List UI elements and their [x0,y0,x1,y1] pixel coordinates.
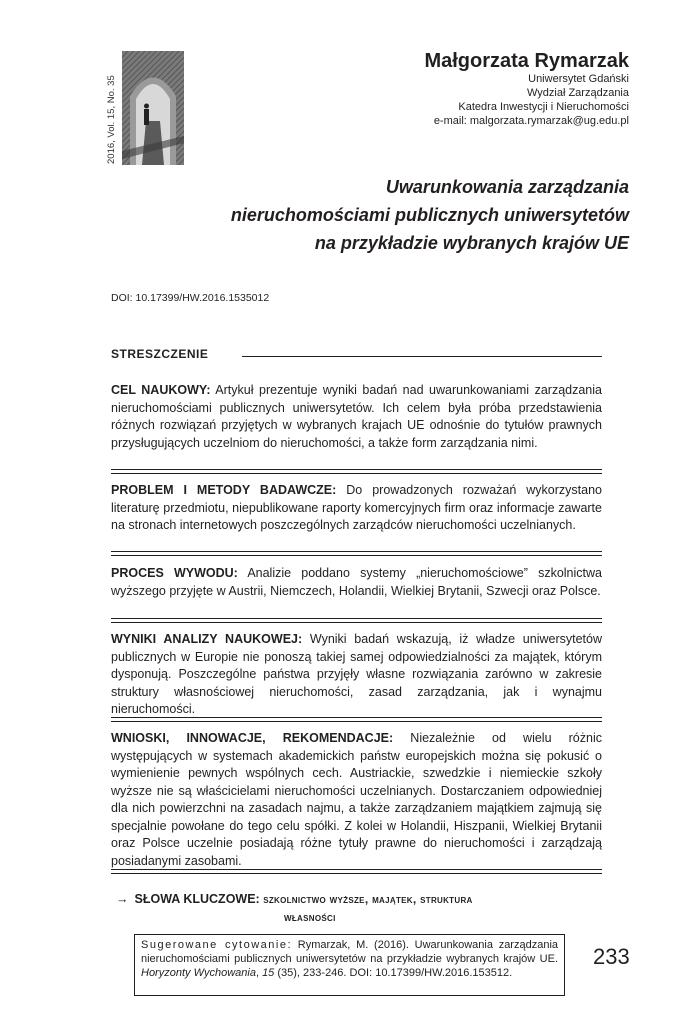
section-divider [111,469,602,474]
section-research-objective [111,382,602,452]
title-line: nieruchomościami publicznych uniwersytetów [230,205,629,225]
abstract-heading-row [111,345,602,361]
section-lead: PROCES WYWODU: [111,566,238,580]
section-conclusions [111,730,602,870]
author-block [209,50,629,128]
journal-cover-image [122,51,184,165]
section-lead: WYNIKI ANALIZY NAUKOWEJ: [111,632,303,646]
section-problem-methods [111,482,602,535]
page-number: 233 [593,944,630,969]
citation-label: Sugerowane cytowanie: [141,939,292,951]
section-divider [111,551,602,556]
suggested-citation: Sugerowane cytowanie: Rymarzak, M. (2016). Uwarunkowania zarządzania nieruchomościami publicznych uniwersytetów na przykładzie wybranych krajów UE. Horyzonty Wychowania, 15 (35), 233-246. DOI: 10.17399/HW.2016.153512. [134,934,565,996]
section-text: Analizie poddano systemy „nieruchomościowe” szkolnictwa wyższego przyjęte w Austrii, Niemczech, Holandii, Wielkiej Brytanii, Szwecji oraz Polsce. [111,566,602,598]
affiliation-department: Katedra Inwestycji i Nieruchomości [458,101,629,113]
citation-text-end: (35), 233-246. DOI: 10.17399/HW.2016.153512. [277,967,513,979]
abstract-heading-rule [242,356,602,357]
affiliation-faculty: Wydział Zarządzania [527,87,629,99]
section-text: Artykuł prezentuje wyniki badań nad uwarunkowaniami zarządzania nieruchomościami publicznych uniwersytetów. Ich celem była próba przedstawienia różnych rozwiązań przyjętych w wybranych krajach UE odnośnie do tytułów prawnych przysługujących uczelniom do nieruchomości, a także form zarządzania nimi. [111,383,602,450]
section-text: Niezależnie od wielu różnic występujących w systemach akademickich państw europejskich można się pokusić o wymienienie pewnych wspólnych cech. Austriackie, szwedzkie i niemieckie szkoły wyższe nie są właścicielami nieruchomości uczelnianych. Dostarczaniem odpowiedniej dla nich powierzchni na zasadach najmu, a także zarządzaniem majątkiem zajmują się specjalnie powołane do tego celu spółki. Z kolei w Holandii, Hiszpanii, Wielkiej Brytanii oraz Polsce uczelnie posiadają różne tytuły prawne do nieruchomości i zarządzają posiadanymi zasobami. [111,731,602,868]
section-results [111,631,602,719]
keywords-label: SŁOWA KLUCZOWE: [134,892,260,906]
keywords [116,890,606,926]
section-lead: WNIOSKI, INNOWACJE, REKOMENDACJE: [111,731,394,745]
section-text: Wyniki badań wskazują, iż władze uniwersytetów publicznych w Europie nie ponoszą takiej samej odpowiedzialności za majątek, którym dysponują. Poszczególne państwa przyjęły własne rozwiązania zarówno w zakresie struktury własnościowej nieruchomości, zasad zarządzania, jak i wynajmu nieruchomości. [111,632,602,716]
title-line: Uwarunkowania zarządzania [385,177,629,197]
journal-volume-line: 2016, Vol. 15, No. 35 [106,75,117,164]
article-title [69,173,629,257]
title-line: na przykładzie wybranych krajów UE [314,233,629,253]
author-email: e-mail: malgorzata.rymarzak@ug.edu.pl [433,115,629,127]
section-lead: CEL NAUKOWY: [111,383,211,397]
affiliation-university: Uniwersytet Gdański [528,73,629,85]
section-lead: PROBLEM I METODY BADAWCZE: [111,483,337,497]
section-divider [111,618,602,623]
citation-journal: Horyzonty Wychowania [141,967,256,979]
abstract-heading: STRESZCZENIE [111,347,216,361]
citation-text: Rymarzak, M. (2016). Uwarunkowania zarządzania nieruchomościami publicznych uniwersytetów na przykładzie wybranych krajów UE. [141,939,559,965]
keywords-list-continued: własności [284,910,336,924]
section-process [111,565,602,600]
keywords-list: szkolnictwo wyższe, majątek, struktura [263,892,473,906]
section-divider [111,717,602,722]
doi: DOI: 10.17399/HW.2016.1535012 [111,292,270,304]
section-text: Do prowadzonych rozważań wykorzystano literaturę przedmiotu, niepublikowane raporty komercyjnych firm oraz informacje zawarte na stronach internetowych poszczególnych zarządców nieruchomości uczelnianych. [111,483,602,532]
section-divider [111,869,602,874]
author-name: Małgorzata Rymarzak [424,50,629,72]
citation-volume: 15 [262,967,275,979]
arrow-icon: → [116,892,129,906]
